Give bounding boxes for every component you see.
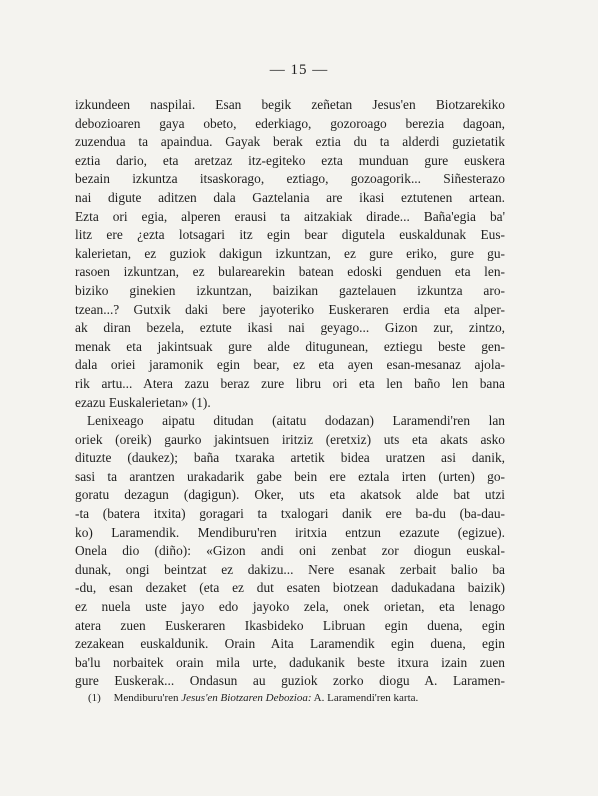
text-line: sasi ta arantzen urakadarik gabe bein ere eztala irten (urten) go- (75, 468, 505, 484)
text-line: debozioaren gaya obeto, ederkiago, gozoroago berezia dagoan, (75, 115, 505, 131)
text-line: kalerietan, ez guziok dakigun izkuntzan, ez gure eriko, gure gu- (75, 245, 505, 261)
text-line: biziko ginekien izkuntzan, baizikan gaztelauen izkuntza aro- (75, 282, 505, 298)
text-line: rik artu... Atera zazu beraz zure libru ori eta len baño len bana (75, 375, 505, 391)
text-line: zuzendua ta apaindua. Gayak berak eztia du ta alderdi guzietatik (75, 134, 505, 150)
text-line: litz ere ¿ezta lotsagari itz egin bear digutela euskaldunak Eus- (75, 227, 505, 243)
text-line: zezakean euskaldunik. Orain Aita Laramendik egin duena, egin (75, 636, 505, 652)
footnote-author: Mendiburu'ren (113, 692, 179, 704)
footnote-number: (1) (88, 692, 101, 704)
text-line: ba'lu norbaitek orain mila urte, dadukanik beste itxura izain zuen (75, 654, 505, 670)
text-line: -du, esan dezaket (eta ez dut esaten biotzean dadukadana baizik) (75, 580, 505, 596)
text-line: -ta (batera itxita) goragari ta txalogari danik ere ba-du (ba-dau- (75, 506, 505, 522)
text-line: gure Euskerak... Ondasun au guziok zorko diogu A. Laramen- (75, 673, 505, 689)
text-line: Onela dio (diño): «Gizon andi oni zenbat zor diogun euskal- (75, 543, 505, 559)
text-line: bezain izkuntza itsaskorago, eztiago, gozoagorik... Siñesterazo (75, 171, 505, 187)
text-line: eztia dario, eta aretzaz itz-egiteko ezta munduan gure euskera (75, 152, 505, 168)
text-line: tzean...? Gutxik daki bere jayoteriko Euskeraren erdia eta alper- (75, 301, 505, 317)
text-line: Ezta ori egia, alperen erausi ta aitzakiak dirade... Baña'egia ba' (75, 208, 505, 224)
body-text (75, 96, 505, 691)
text-line: dituzte (daukez); baña txaraka artetik bidea uratzen asi danik, (75, 450, 505, 466)
text-line: oriek (oreik) gaurko jakintsuen iritziz (eretxiz) uts eta akats asko (75, 431, 505, 447)
text-line: nai digute aditzen dala Gaztelania are ikasi eztutenen artean. (75, 189, 505, 205)
text-line: rasoen izkuntzan, ez bularearekin batean edoski genduen eta len- (75, 264, 505, 280)
text-line: ko) Laramendik. Mendiburu'ren iritxia entzun ezazute (egizue). (75, 524, 505, 540)
footnote-title: Jesus'en Biotzaren Debozioa: (181, 692, 312, 704)
text-line: dala oriei jaramonik egin bear, ez eta ayen esan-mesanaz ajola- (75, 357, 505, 373)
text-line: ak diran bezela, eztute ikasi nai geyago... Gizon zur, zintzo, (75, 320, 505, 336)
text-line: atera zuen Euskeraren Ikasbideko Libruan egin duena, egin (75, 617, 505, 633)
text-line: izkundeen naspilai. Esan begik zeñetan Jesus'en Biotzarekiko (75, 97, 505, 112)
footnote (88, 692, 508, 704)
text-line: goratu dezagun (dagigun). Oker, uts eta akatsok alde bat utzi (75, 487, 505, 503)
text-line: dunak, ongi beintzat ez dakizu... Nere esanak zerbait balio ba (75, 561, 505, 577)
text-line: Lenixeago aipatu ditudan (aitatu dodazan) Laramendi'ren lan (87, 413, 505, 429)
text-line: ez nuela uste jayo edo jayoko zela, onek orietan, eta lenago (75, 599, 505, 615)
page-number: — 15 — (269, 62, 329, 78)
footnote-rest: A. Laramendi'ren karta. (313, 692, 419, 704)
text-line: menak eta jakintsuak gure alde ditugunean, eztiegu beste gen- (75, 338, 505, 354)
text-line: ezazu Euskalerietan» (1). (75, 394, 211, 410)
